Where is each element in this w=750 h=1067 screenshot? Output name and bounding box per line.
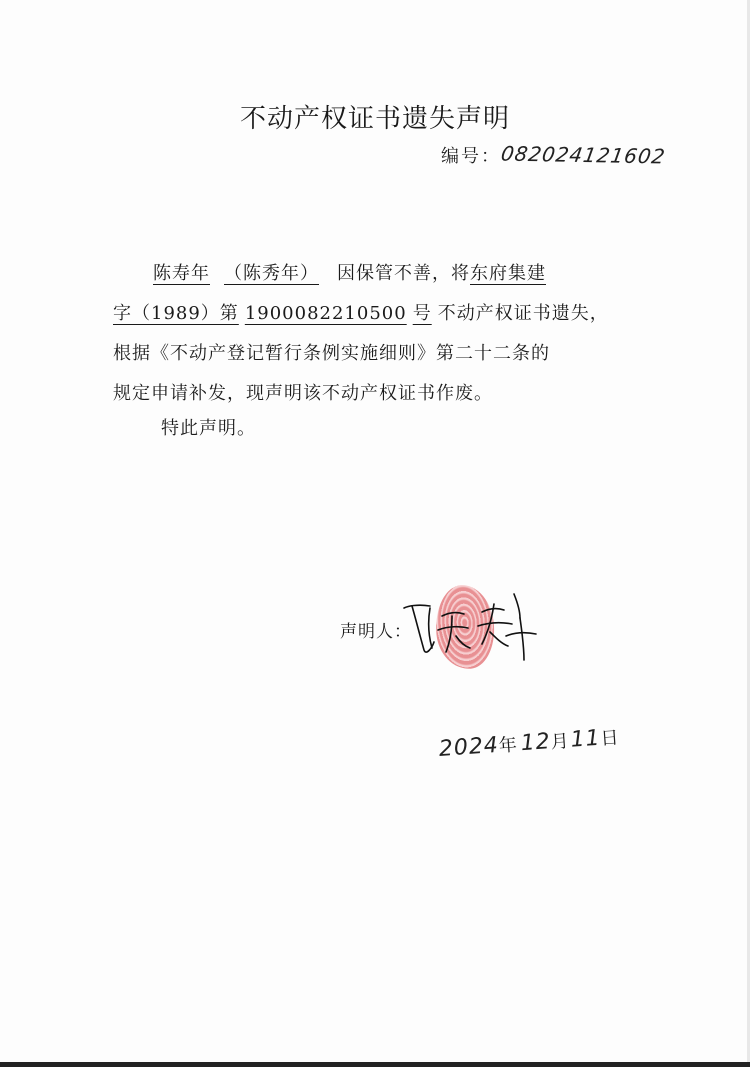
serial-number	[441, 142, 681, 172]
owner-alias: （陈秀年）	[224, 263, 319, 284]
body-line-2	[113, 294, 633, 334]
declaration-body	[113, 254, 633, 414]
body-line-3: 根据《不动产登记暂行条例实施细则》第二十二条的	[113, 343, 550, 364]
body-text-2: 不动产权证书遗失，	[437, 303, 609, 324]
serial-value: 082024121602	[499, 141, 668, 169]
signing-date	[438, 723, 619, 761]
date-month: 12	[519, 729, 552, 757]
date-month-char: 月	[550, 730, 570, 754]
scan-edge-bottom	[0, 1062, 750, 1067]
date-year-char: 年	[498, 734, 518, 757]
serial-label: 编号：	[441, 146, 501, 167]
owner-name: 陈寿年	[153, 263, 210, 284]
cert-prefix-b: 字（1989）第	[113, 303, 239, 324]
body-text-1: 因保管不善，将	[337, 263, 470, 284]
document-title: 不动产权证书遗失声明	[239, 104, 510, 134]
cert-prefix-a: 东府集建	[470, 263, 546, 284]
date-day-char: 日	[599, 727, 620, 750]
body-line-4: 规定申请补发，现声明该不动产权证书作废。	[113, 383, 493, 404]
date-day: 11	[569, 725, 602, 753]
declarant-label: 声明人：	[340, 622, 412, 642]
closing-text: 特此声明。	[161, 418, 256, 439]
date-year: 2024	[438, 732, 500, 762]
cert-suffix: 号	[412, 303, 432, 324]
cert-number: 1900082210500	[244, 303, 407, 324]
body-line-1	[113, 254, 633, 294]
